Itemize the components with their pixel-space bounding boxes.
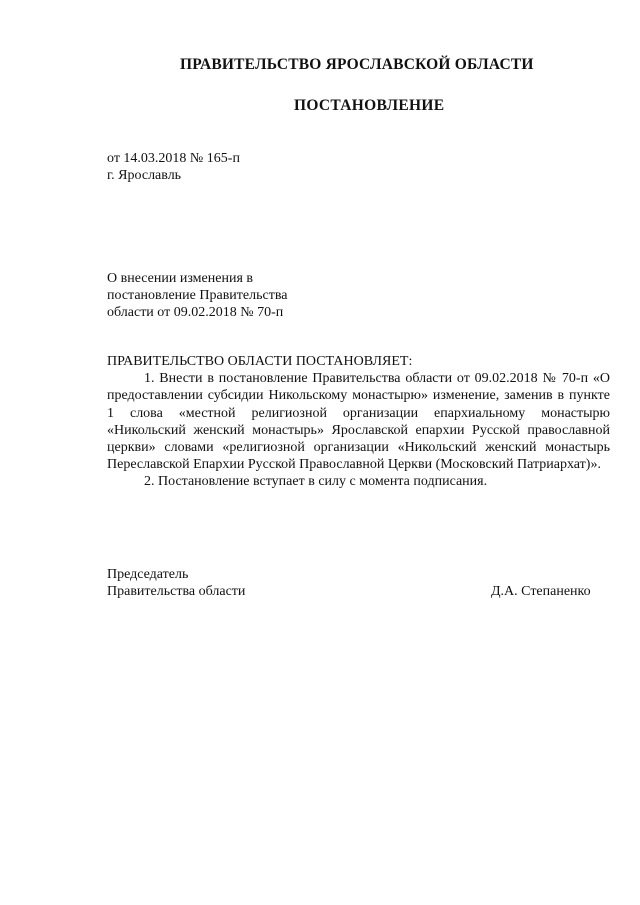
- decree-body: [107, 353, 610, 491]
- decree-item-1: 1. Внести в постановление Правительства области от 09.02.2018 № 70-п «О предоставлении субсидии Никольскому монастырю» изменение, заменив в пункте 1 слова «местной религиозной организации епархиальному монастырю «Никольский женский монастырь» Ярославской епархии Русской православной церкви» словами «религиозной организации «Никольский женский монастырь Переславской Епархии Русской Православной Церкви (Московский Патриархат)».: [107, 371, 610, 473]
- city: г. Ярославль: [107, 168, 182, 183]
- date-number: от 14.03.2018 № 165-п: [107, 151, 240, 166]
- signatory-title-line-2: Правительства области: [107, 584, 246, 599]
- document-type-heading: ПОСТАНОВЛЕНИЕ: [294, 97, 445, 114]
- signatory-title-line-1: Председатель: [107, 567, 189, 582]
- subject-line-2: постановление Правительства: [107, 288, 288, 303]
- subject-line-1: О внесении изменения в: [107, 271, 253, 286]
- organization-heading: ПРАВИТЕЛЬСТВО ЯРОСЛАВСКОЙ ОБЛАСТИ: [180, 56, 534, 73]
- signatory-name: Д.А. Степаненко: [491, 584, 591, 599]
- decree-item-2: 2. Постановление вступает в силу с момента подписания.: [144, 474, 488, 490]
- decree-intro: ПРАВИТЕЛЬСТВО ОБЛАСТИ ПОСТАНОВЛЯЕТ:: [107, 354, 413, 369]
- subject-line-3: области от 09.02.2018 № 70-п: [107, 305, 284, 320]
